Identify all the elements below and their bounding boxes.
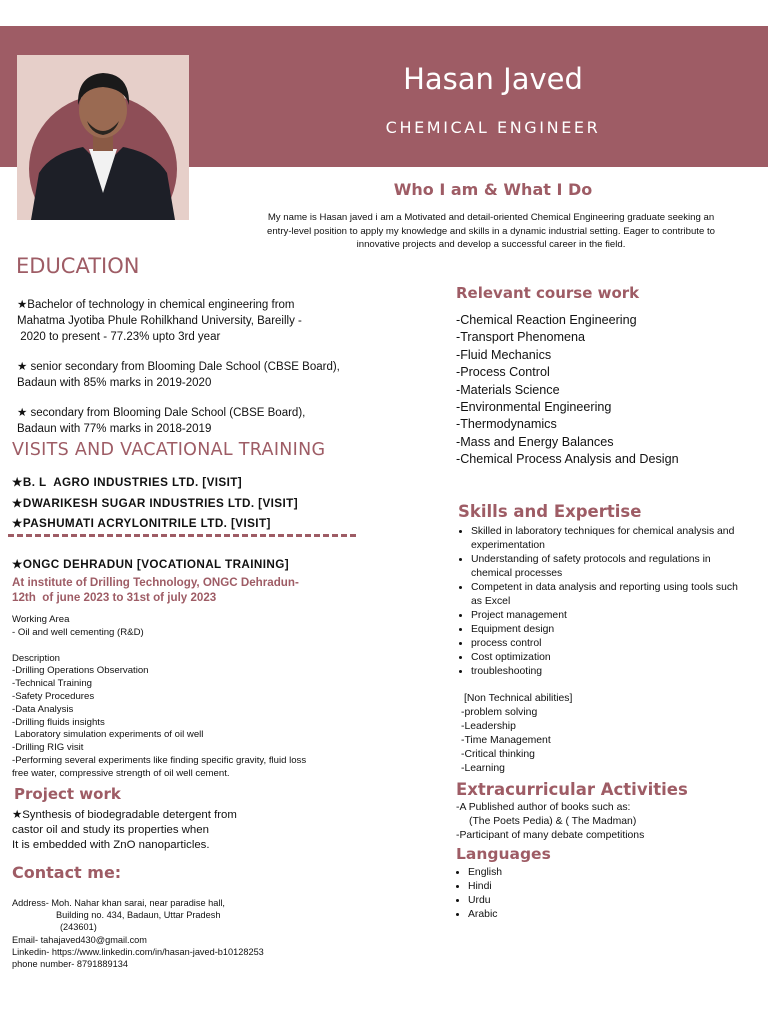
training-title: ★ONGC DEHRADUN [VOCATIONAL TRAINING] (12, 558, 290, 571)
description-item: -Data Analysis (12, 703, 74, 715)
skill-item: • Skilled in laboratory techniques for chemical analysis and experimentation (471, 525, 751, 553)
email-text[interactable]: Email- tahajaved430@gmail.com (12, 934, 147, 945)
extracurricular-heading: Extracurricular Activities (456, 780, 688, 799)
education-heading: EDUCATION (16, 254, 140, 278)
extra-item: -Participant of many debate competitions (456, 830, 645, 841)
person-silhouette-icon (17, 55, 189, 220)
about-heading: Who I am & What I Do (393, 180, 593, 199)
visits-heading: VISITS AND VACATIONAL TRAINING (12, 440, 326, 460)
nontech-item: -problem solving (461, 707, 538, 718)
nontech-item: -Critical thinking (461, 749, 535, 760)
education-item (17, 405, 417, 437)
about-text: My name is Hasan javed i am a Motivated and detail-oriented Chemical Engineering graduate seeking an entry-level position to apply my knowledge and skills in a dynamic industrial setting. Eager to contribute to innovative projects and develop a successful career in the field. (267, 212, 715, 250)
skills-heading: Skills and Expertise (458, 502, 642, 521)
course-item: -Thermodynamics (456, 417, 557, 432)
edu-line: Badaun with 77% marks in 2018-2019 (17, 423, 212, 435)
description-item: -Safety Procedures (12, 690, 95, 702)
extra-item: (The Poets Pedia) & ( The Madman) (469, 816, 637, 827)
languages-heading: Languages (456, 845, 551, 863)
skill-item: • Project management (471, 609, 751, 623)
visit-item: ★PASHUMATI ACRYLONITRILE LTD. [VISIT] (12, 517, 271, 530)
edu-line: Mahatma Jyotiba Phule Rohilkhand University, Bareilly - (17, 315, 302, 327)
edu-line: ★Bachelor of technology in chemical engineering from (17, 299, 295, 311)
description-item: free water, compressive strength of oil well cement. (12, 767, 230, 779)
coursework-list (456, 312, 756, 469)
nontech-item: -Leadership (461, 721, 516, 732)
nontech-list (461, 692, 751, 776)
skill-item: • Understanding of safety protocols and regulations in chemical processes (471, 553, 751, 581)
edu-line: 2020 to present - 77.23% upto 3rd year (17, 331, 221, 343)
project-line: ★Synthesis of biodegradable detergent from (12, 809, 237, 821)
working-area-label: Working Area (12, 614, 70, 625)
linkedin-link[interactable]: Linkedin- https://www.linkedin.com/in/hasan-javed-b10128253 (12, 946, 264, 957)
nontech-item: -Learning (461, 763, 505, 774)
phone-text: phone number- 8791889134 (12, 959, 128, 970)
training-subtitle (12, 575, 372, 605)
address-line: Building no. 434, Badaun, Uttar Pradesh (56, 910, 221, 921)
contact-heading: Contact me: (12, 863, 122, 882)
description-item: -Technical Training (12, 678, 92, 690)
edu-line: ★ senior secondary from Blooming Dale School (CBSE Board), (17, 361, 340, 373)
training-sub-line: At institute of Drilling Technology, ONGC Dehradun- (12, 576, 299, 589)
description-item: -Drilling Operations Observation (12, 665, 149, 677)
coursework-heading: Relevant course work (456, 284, 640, 302)
visits-list (12, 473, 372, 535)
extracurricular-list (456, 801, 756, 843)
project-line: It is embedded with ZnO nanoparticles. (12, 839, 210, 852)
skill-item: • process control (471, 637, 751, 651)
full-name: Hasan Javed (403, 62, 583, 96)
education-item (17, 297, 417, 345)
project-text (12, 808, 372, 854)
edu-line: ★ secondary from Blooming Dale School (CBSE Board), (17, 407, 306, 419)
course-item: -Environmental Engineering (456, 400, 612, 415)
project-line: castor oil and study its properties when (12, 824, 209, 837)
visit-item: ★B. L AGRO INDUSTRIES LTD. [VISIT] (12, 476, 243, 489)
skill-item: • Cost optimization (471, 651, 751, 665)
education-list (17, 297, 417, 437)
language-item: • Arabic (468, 908, 652, 922)
description-item: -Performing several experiments like finding specific gravity, fluid loss (12, 754, 307, 766)
job-title: CHEMICAL ENGINEER (385, 118, 601, 137)
course-item: -Materials Science (456, 382, 560, 397)
profile-photo (17, 55, 189, 220)
language-item: • English (468, 866, 652, 880)
extra-item: -A Published author of books such as: (456, 802, 631, 813)
skill-item: • troubleshooting (471, 665, 751, 679)
skill-item: • Competent in data analysis and reporting using tools such as Excel (471, 581, 751, 609)
address-pincode: (243601) (60, 922, 97, 933)
description-item: Laboratory simulation experiments of oil well (12, 729, 204, 741)
nontech-item: -Time Management (461, 735, 551, 746)
skill-item: • Equipment design (471, 623, 751, 637)
skills-list (455, 525, 751, 679)
course-item: -Mass and Energy Balances (456, 434, 614, 449)
education-item (17, 359, 417, 391)
language-item: • Hindi (468, 880, 652, 894)
description-item: -Drilling fluids insights (12, 716, 105, 728)
training-sub-line: 12th of june 2023 to 31st of july 2023 (12, 591, 217, 604)
course-item: -Process Control (456, 365, 550, 380)
dashed-divider (8, 534, 356, 537)
languages-list (452, 866, 652, 922)
training-details (12, 614, 372, 781)
language-item: • Urdu (468, 894, 652, 908)
description-label: Description (12, 652, 60, 664)
course-item: -Fluid Mechanics (456, 347, 552, 362)
description-item: -Drilling RIG visit (12, 742, 84, 754)
course-item: -Transport Phenomena (456, 330, 586, 345)
address-line: Address- Moh. Nahar khan sarai, near paradise hall, (12, 898, 225, 908)
project-heading: Project work (14, 785, 121, 803)
nontech-label: [Non Technical abilities] (464, 693, 573, 704)
contact-details (12, 897, 372, 970)
visit-item: ★DWARIKESH SUGAR INDUSTRIES LTD. [VISIT] (12, 496, 298, 510)
course-item: -Chemical Process Analysis and Design (456, 452, 679, 467)
working-area-value: - Oil and well cementing (R&D) (12, 626, 144, 638)
course-item: -Chemical Reaction Engineering (456, 313, 637, 327)
edu-line: Badaun with 85% marks in 2019-2020 (17, 377, 212, 389)
